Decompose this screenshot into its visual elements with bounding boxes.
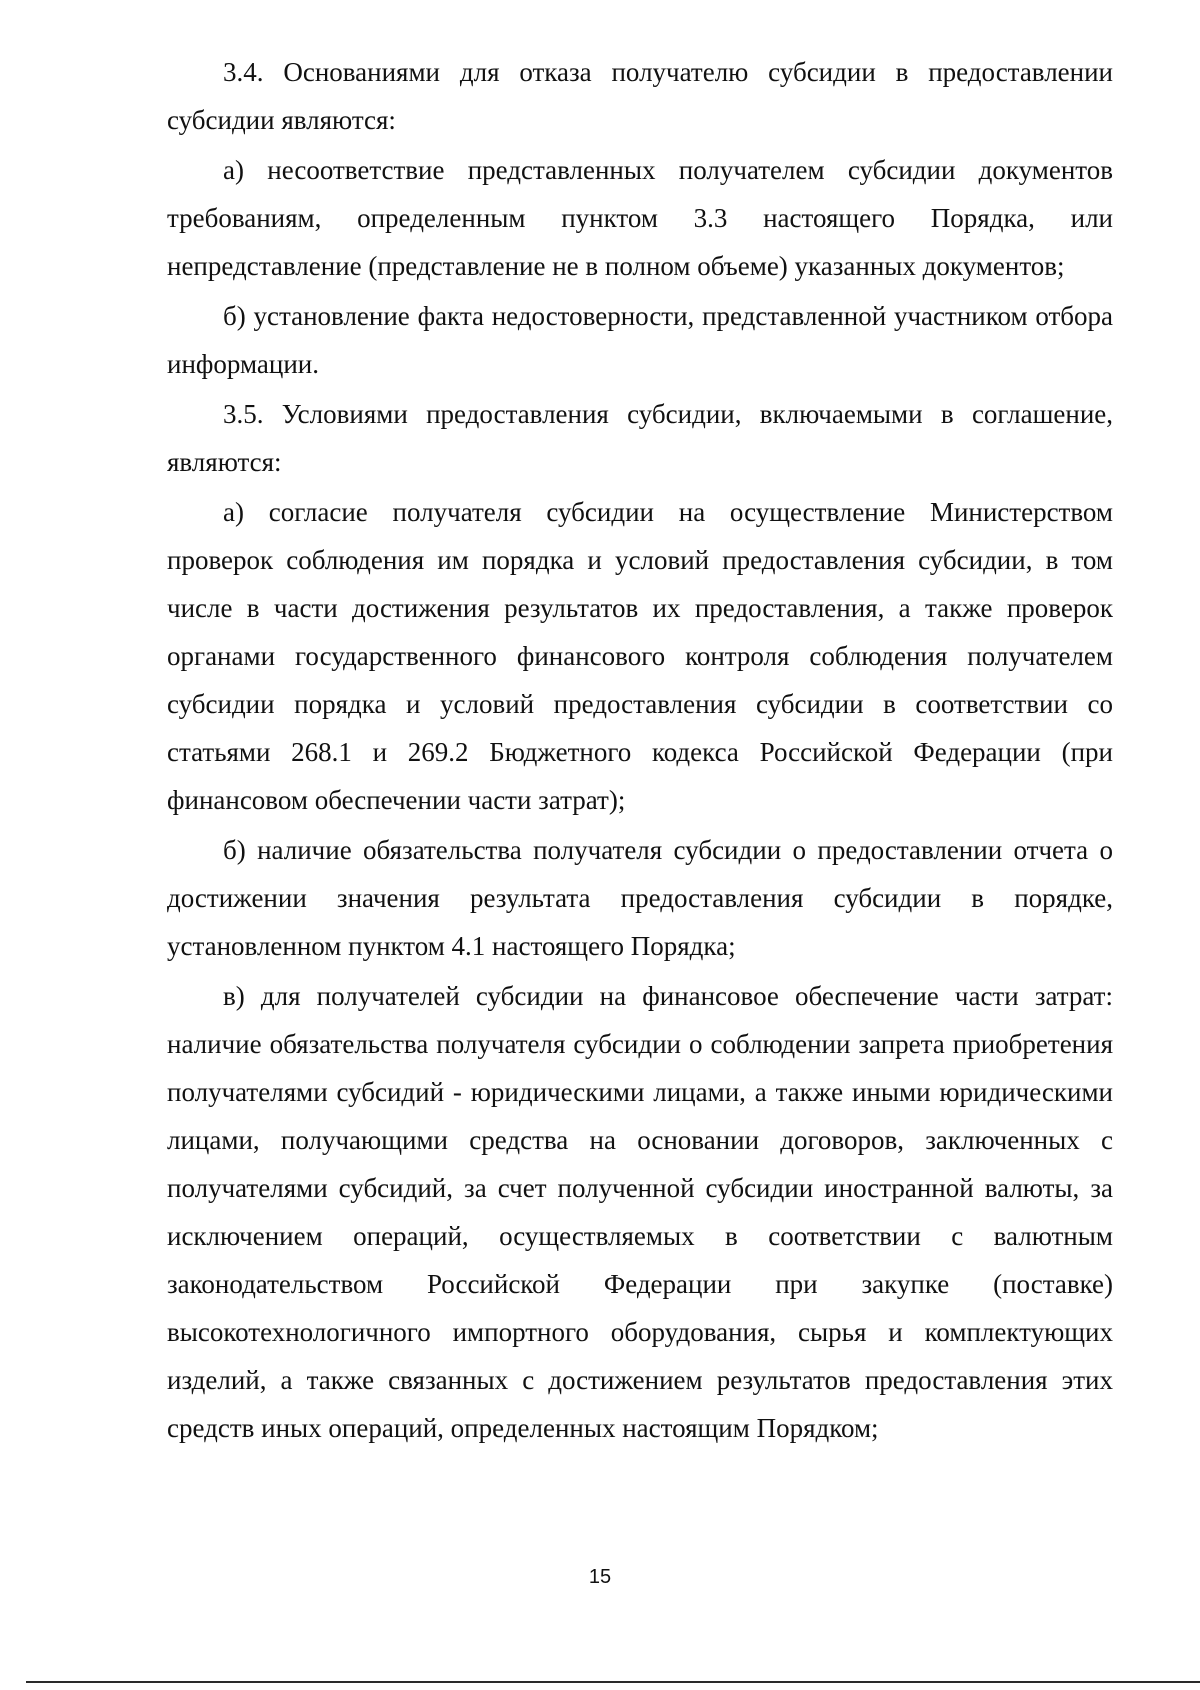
bottom-divider <box>26 1681 1200 1683</box>
paragraph-3-5-v: в) для получателей субсидии на финансовое обеспечение части затрат: наличие обязательства получателя субсидии о соблюдении запрета приобретения получателями субсидий - юридическими лицами, а также иными юридическими лицами, получающими средства на основании договоров, заключенных с получателями субсидий, за счет полученной субсидии иностранной валюты, за исключением операций, осуществляемых в соответствии с валютным законодательством Российской Федерации при закупке (поставке) высокотехнологичного импортного оборудования, сырья и комплектующих изделий, а также связанных с достижением результатов предоставления этих средств иных операций, определенных настоящим Порядком; <box>167 981 1113 1443</box>
paragraph-3-5-a: а) согласие получателя субсидии на осуществление Министерством проверок соблюдения им порядка и условий предоставления субсидии, в том числе в части достижения результатов их предоставления, а также проверок органами государственного финансового контроля соблюдения получателем субсидии порядка и условий предоставления субсидии в соответствии со статьями 268.1 и 269.2 Бюджетного кодекса Российской Федерации (при финансовом обеспечении части затрат); <box>167 497 1113 815</box>
paragraph-3-5: 3.5. Условиями предоставления субсидии, включаемыми в соглашение, являются: <box>167 399 1113 477</box>
document-body <box>167 48 1113 1454</box>
paragraph-3-4-a: а) несоответствие представленных получателем субсидии документов требованиям, определенным пунктом 3.3 настоящего Порядка, или непредставление (представление не в полном объеме) указанных документов; <box>167 155 1113 281</box>
page-number: 15 <box>588 1566 612 1588</box>
paragraph-3-4: 3.4. Основаниями для отказа получателю субсидии в предоставлении субсидии являются: <box>167 57 1113 135</box>
paragraph-3-4-b: б) установление факта недостоверности, представленной участником отбора информации. <box>167 301 1113 379</box>
paragraph-3-5-b: б) наличие обязательства получателя субсидии о предоставлении отчета о достижении значения результата предоставления субсидии в порядке, установленном пунктом 4.1 настоящего Порядка; <box>167 835 1113 961</box>
